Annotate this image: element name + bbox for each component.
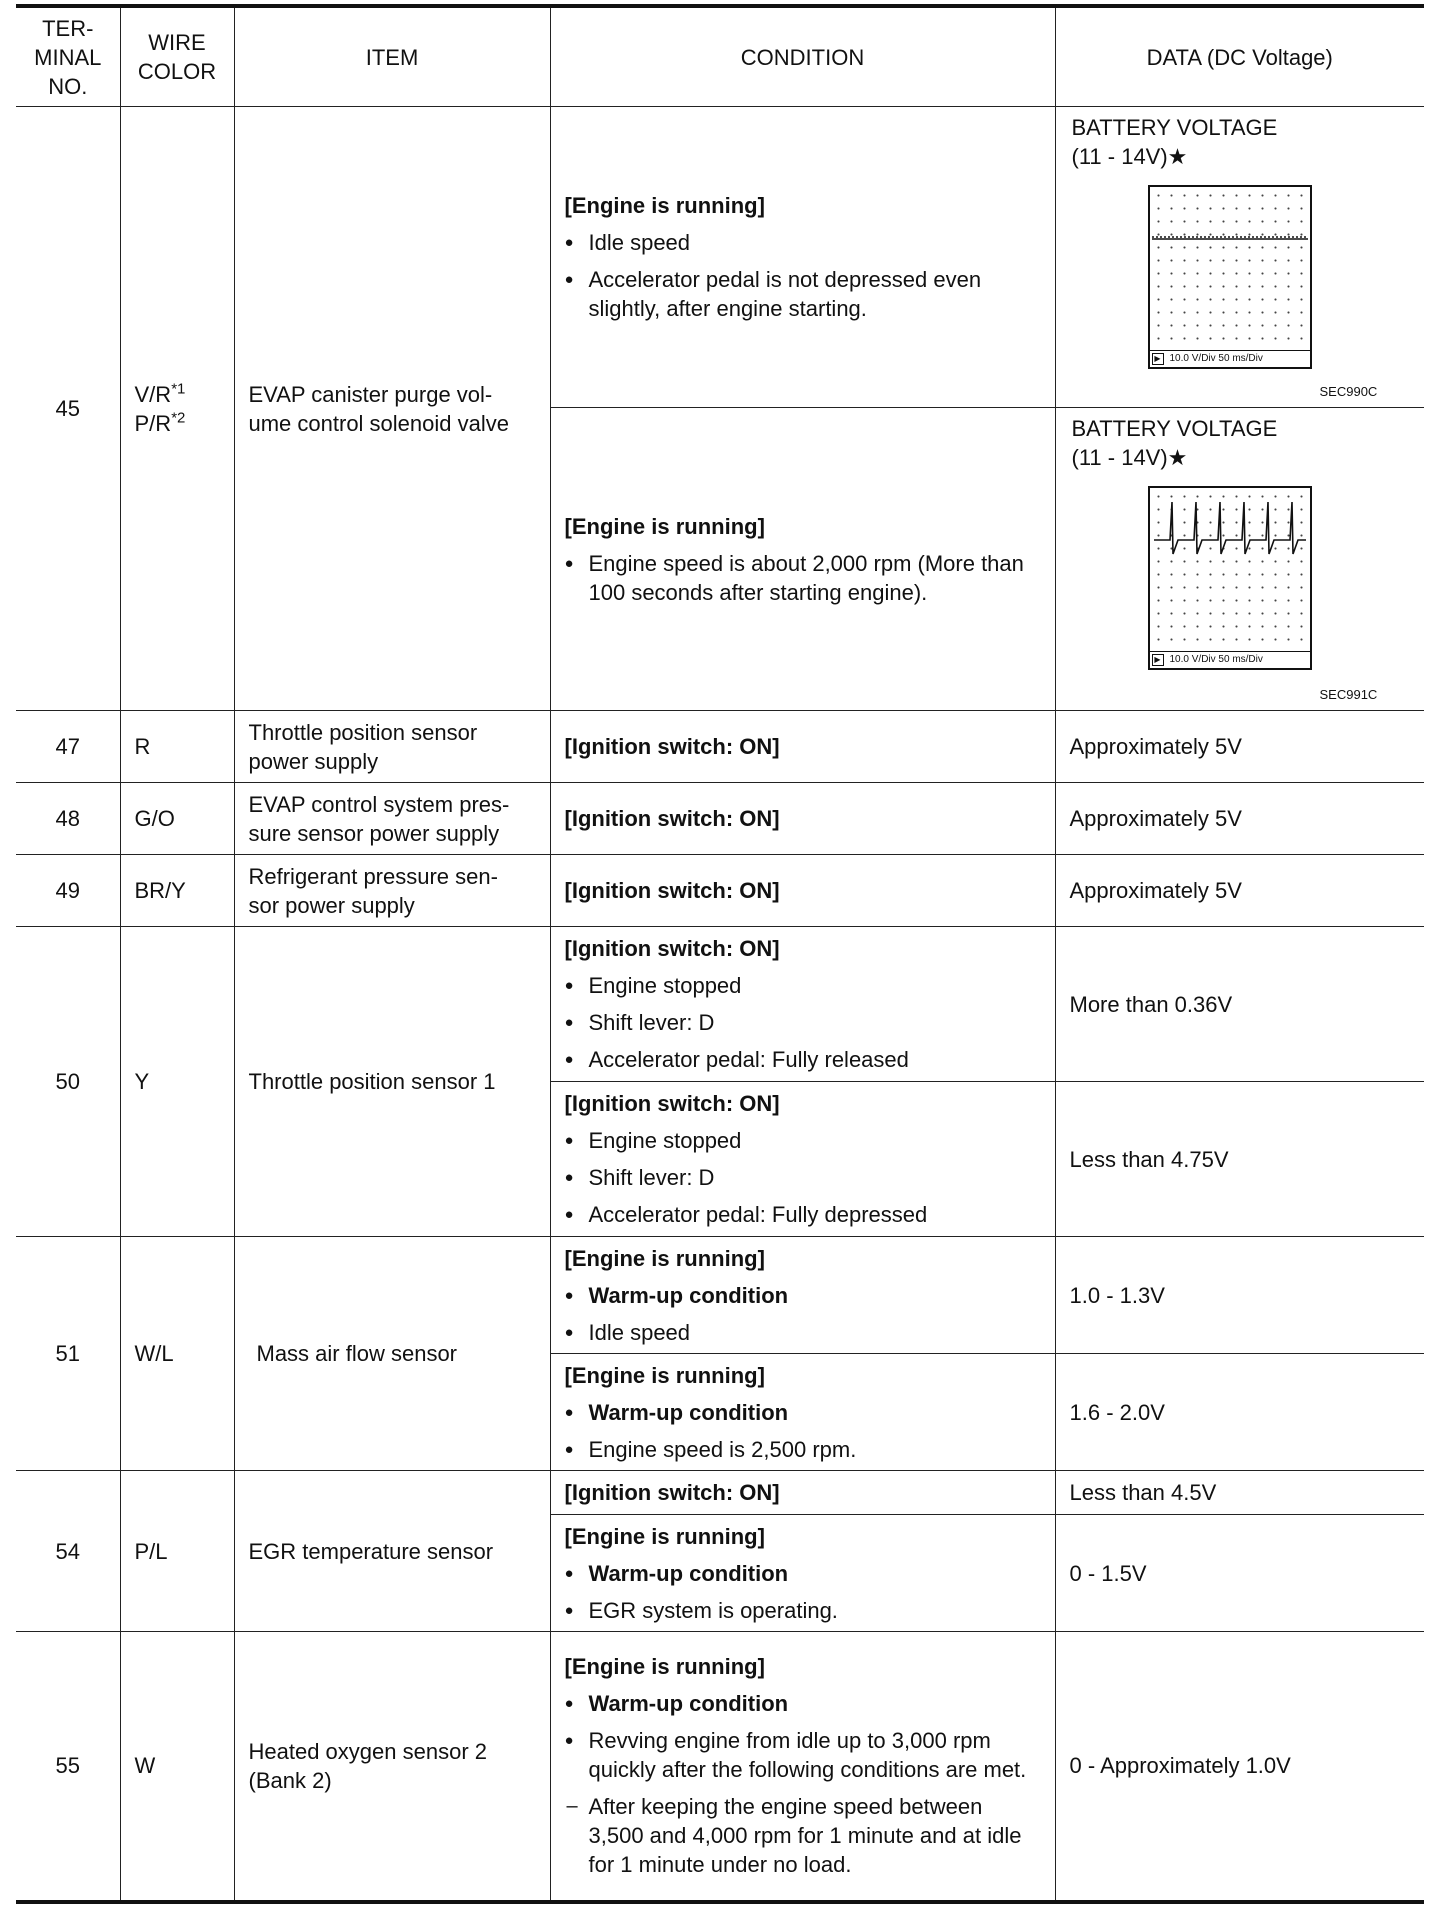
condition-heading: [Engine is running] bbox=[564, 1245, 765, 1271]
condition-sub-item: – After keeping the engine speed between 3,500 and 4,000 rpm for 1 minute and at idle for 1 minute under no load. bbox=[565, 1792, 1041, 1879]
condition-heading: [Engine is running] bbox=[564, 1362, 765, 1388]
scope-scale: 10.0 V/Div 50 ms/Div bbox=[1169, 654, 1263, 665]
figure-code: SEC991C bbox=[1319, 687, 1378, 702]
condition-heading: [Engine is running] bbox=[564, 1523, 765, 1549]
data-value: Less than 4.75V bbox=[1055, 1082, 1424, 1237]
data-value: Less than 4.5V bbox=[1055, 1471, 1424, 1515]
oscilloscope-waveform-2000rpm bbox=[1148, 486, 1312, 670]
wire-color: W bbox=[120, 1632, 234, 1902]
footnote-mark: *2 bbox=[171, 409, 186, 427]
data-value: 0 - 1.5V bbox=[1055, 1515, 1424, 1632]
condition-bullet: ● Shift lever: D bbox=[565, 1163, 1041, 1192]
footnote-mark: *1 bbox=[171, 380, 186, 398]
condition-heading: [Ignition switch: ON] bbox=[564, 1091, 780, 1116]
condition-cell bbox=[550, 1354, 1055, 1471]
condition-heading: [Engine is running] bbox=[564, 193, 765, 218]
condition-bullet: ● Revving engine from idle up to 3,000 rpm quickly after the following conditions are met. bbox=[565, 1726, 1041, 1784]
condition-bullet: ● Idle speed bbox=[565, 228, 1041, 257]
terminal-no: 55 bbox=[16, 1632, 120, 1902]
condition-cell bbox=[550, 1237, 1055, 1354]
header-wire-color: WIRE COLOR bbox=[120, 6, 234, 107]
wire-color-a: V/R bbox=[134, 381, 172, 407]
condition-bullet: ● EGR system is operating. bbox=[565, 1596, 1041, 1625]
data-value: Approximately 5V bbox=[1055, 711, 1424, 783]
table-row bbox=[16, 107, 1424, 408]
header-data: DATA (DC Voltage) bbox=[1055, 6, 1424, 107]
data-cell bbox=[1055, 408, 1424, 711]
condition-bullet: ● Shift lever: D bbox=[565, 1008, 1041, 1037]
condition-bullet: ● Accelerator pedal is not depressed even slightly, after engine starting. bbox=[565, 265, 1041, 323]
data-value: More than 0.36V bbox=[1055, 927, 1424, 1082]
table-row bbox=[16, 711, 1424, 783]
data-value: 1.0 - 1.3V bbox=[1055, 1237, 1424, 1354]
item-name: Throttle position sensor 1 bbox=[234, 927, 550, 1237]
wire-color: G/O bbox=[120, 783, 234, 855]
condition-heading: [Ignition switch: ON] bbox=[550, 1471, 1055, 1515]
header-terminal-no: TER- MINAL NO. bbox=[16, 6, 120, 107]
condition-bullet: ● Accelerator pedal: Fully released bbox=[565, 1045, 1041, 1074]
condition-heading: [Ignition switch: ON] bbox=[550, 855, 1055, 927]
terminal-no: 45 bbox=[16, 107, 120, 711]
wire-color: P/L bbox=[120, 1471, 234, 1632]
table-row bbox=[16, 783, 1424, 855]
condition-cell bbox=[550, 1632, 1055, 1902]
table-row bbox=[16, 927, 1424, 1082]
data-value: 0 - Approximately 1.0V bbox=[1055, 1632, 1424, 1902]
data-value: Approximately 5V bbox=[1055, 855, 1424, 927]
item-name: Refrigerant pressure sen- sor power supply bbox=[234, 855, 550, 927]
wire-color-b: P/R bbox=[134, 410, 172, 436]
terminal-no: 54 bbox=[16, 1471, 120, 1632]
terminal-no: 47 bbox=[16, 711, 120, 783]
table-row bbox=[16, 855, 1424, 927]
condition-heading: [Engine is running] bbox=[564, 513, 765, 539]
condition-heading: [Ignition switch: ON] bbox=[550, 711, 1055, 783]
condition-bullet: ● Accelerator pedal: Fully depressed bbox=[565, 1200, 1041, 1229]
condition-cell bbox=[550, 927, 1055, 1082]
scope-scale-footer: ▶ 10.0 V/Div 50 ms/Div bbox=[1150, 651, 1310, 668]
item-name: EVAP control system pres- sure sensor power supply bbox=[234, 783, 550, 855]
scope-scale: 10.0 V/Div 50 ms/Div bbox=[1169, 353, 1263, 364]
item-name: EVAP canister purge vol- ume control solenoid valve bbox=[234, 107, 550, 711]
table-row bbox=[16, 1471, 1424, 1515]
oscilloscope-waveform-idle bbox=[1148, 185, 1312, 369]
condition-bullet: ● Warm-up condition bbox=[565, 1281, 1041, 1310]
item-name: EGR temperature sensor bbox=[234, 1471, 550, 1632]
terminal-data-table bbox=[16, 4, 1424, 1904]
item-name: Heated oxygen sensor 2 (Bank 2) bbox=[234, 1632, 550, 1902]
waveform-flat-line bbox=[1150, 187, 1310, 347]
condition-bullet: ● Engine stopped bbox=[565, 1126, 1041, 1155]
data-cell bbox=[1055, 107, 1424, 408]
condition-cell bbox=[550, 408, 1055, 711]
terminal-no: 50 bbox=[16, 927, 120, 1237]
terminal-no: 48 bbox=[16, 783, 120, 855]
table-row bbox=[16, 1237, 1424, 1354]
data-value: BATTERY VOLTAGE (11 - 14V)★ bbox=[1071, 416, 1278, 470]
item-name: Mass air flow sensor bbox=[234, 1237, 550, 1471]
terminal-no: 51 bbox=[16, 1237, 120, 1471]
item-name: Throttle position sensor power supply bbox=[234, 711, 550, 783]
condition-heading: [Engine is running] bbox=[564, 1654, 765, 1680]
wire-color: BR/Y bbox=[120, 855, 234, 927]
scope-scale-footer: ▶ 10.0 V/Div 50 ms/Div bbox=[1150, 350, 1310, 367]
wire-color: Y bbox=[120, 927, 234, 1237]
data-value: Approximately 5V bbox=[1055, 783, 1424, 855]
condition-bullet: ● Engine speed is about 2,000 rpm (More than 100 seconds after starting engine). bbox=[565, 549, 1041, 607]
figure-code: SEC990C bbox=[1319, 384, 1378, 399]
wire-color bbox=[120, 107, 234, 711]
header-condition: CONDITION bbox=[550, 6, 1055, 107]
condition-bullet: ● Engine speed is 2,500 rpm. bbox=[565, 1435, 1041, 1464]
data-value: BATTERY VOLTAGE (11 - 14V)★ bbox=[1071, 115, 1278, 169]
condition-bullet: ● Warm-up condition bbox=[565, 1689, 1041, 1718]
table-row bbox=[16, 1632, 1424, 1902]
condition-bullet: ● Warm-up condition bbox=[565, 1398, 1041, 1427]
condition-bullet: ● Warm-up condition bbox=[565, 1559, 1041, 1588]
condition-cell bbox=[550, 1515, 1055, 1632]
header-item: ITEM bbox=[234, 6, 550, 107]
condition-heading: [Ignition switch: ON] bbox=[550, 783, 1055, 855]
waveform-pulse-train bbox=[1150, 488, 1310, 648]
condition-cell bbox=[550, 1082, 1055, 1237]
data-value: 1.6 - 2.0V bbox=[1055, 1354, 1424, 1471]
wire-color: W/L bbox=[120, 1237, 234, 1471]
wire-color: R bbox=[120, 711, 234, 783]
header-row bbox=[16, 6, 1424, 107]
condition-bullet: ● Engine stopped bbox=[565, 971, 1041, 1000]
terminal-no: 49 bbox=[16, 855, 120, 927]
condition-cell bbox=[550, 107, 1055, 408]
condition-heading: [Ignition switch: ON] bbox=[564, 936, 780, 961]
condition-bullet: ● Idle speed bbox=[565, 1318, 1041, 1347]
